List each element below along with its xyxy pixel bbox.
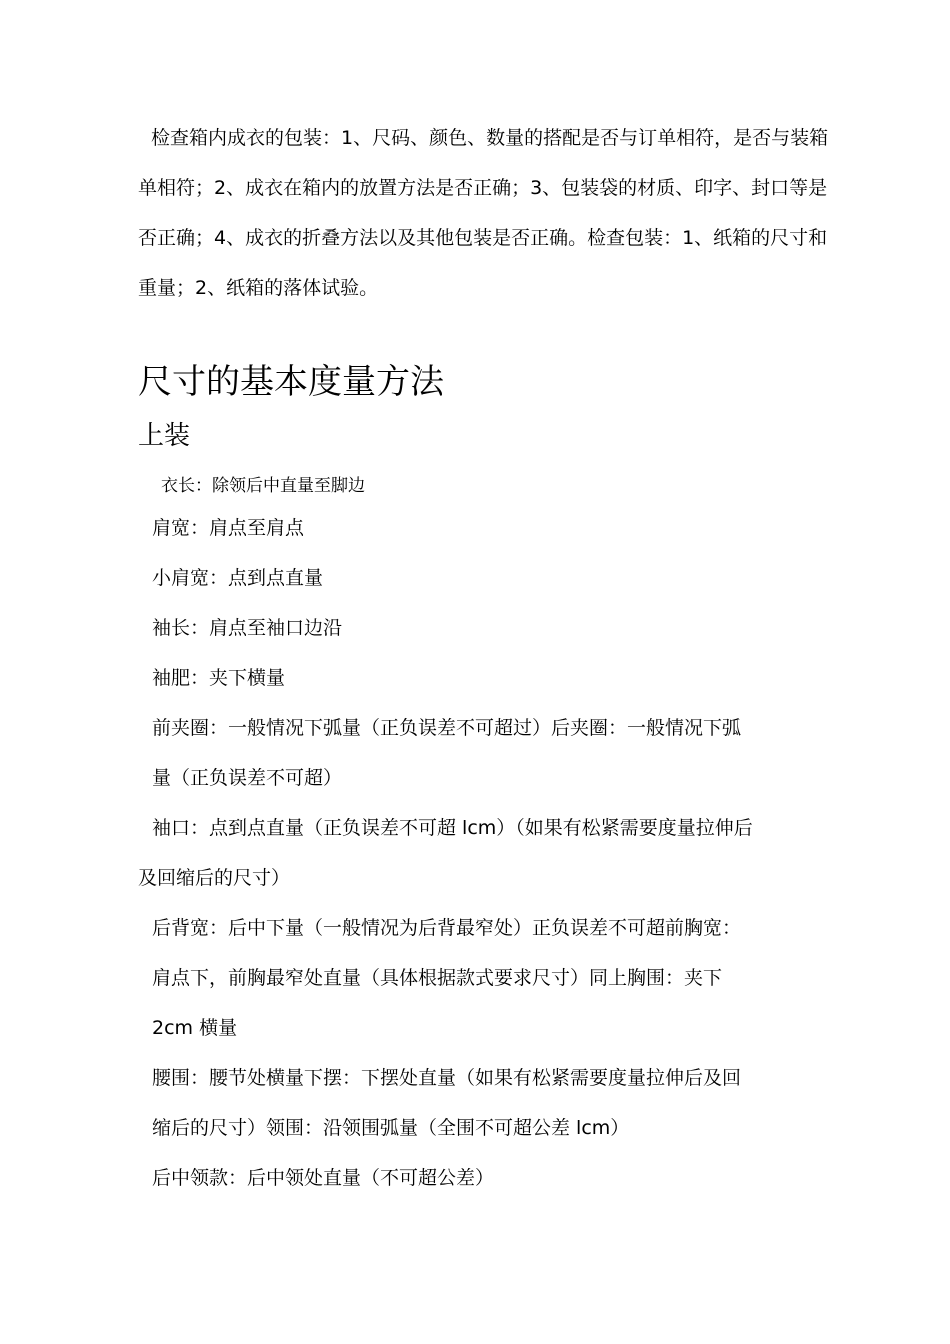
- measure-line-collar: 缩后的尺寸）领围：沿领围弧量（全围不可超公差 lcm）: [152, 1117, 630, 1139]
- section-heading: 尺寸的基本度量方法: [138, 362, 444, 402]
- measure-line-chest-cont: 2cm 横量: [152, 1017, 238, 1039]
- measure-line-waist: 腰围：腰节处横量下摆：下摆处直量（如果有松紧需要度量拉伸后及回: [152, 1067, 742, 1089]
- measure-line-sleeve-width: 袖肥：夹下横量: [152, 667, 286, 689]
- measure-line-chest: 肩点下，前胸最窄处直量（具体根据款式要求尺寸）同上胸围：夹下: [152, 967, 723, 989]
- measure-line-cuff-cont: 及回缩后的尺寸）: [138, 867, 291, 889]
- measure-line-back-neck: 后中领款：后中领处直量（不可超公差）: [152, 1167, 495, 1189]
- measure-line-back-width: 后背宽：后中下量（一般情况为后背最窄处）正负误差不可超前胸宽：: [152, 917, 742, 939]
- measure-line-shoulder: 肩宽：肩点至肩点: [152, 517, 305, 539]
- measure-line-cuff: 袖口：点到点直量（正负误差不可超 lcm）（如果有松紧需要度量拉伸后: [152, 817, 753, 839]
- measure-line-length: 衣长：除领后中直量至脚边: [161, 476, 365, 496]
- measure-line-sleeve-length: 袖长：肩点至袖口边沿: [152, 617, 343, 639]
- measure-line-armhole: 前夹圈：一般情况下弧量（正负误差不可超过）后夹圈：一般情况下弧: [152, 717, 742, 739]
- measure-line-small-shoulder: 小肩宽：点到点直量: [152, 567, 324, 589]
- subsection-heading: 上装: [138, 421, 191, 451]
- intro-paragraph: 检查箱内成衣的包装：1、尺码、颜色、数量的搭配是否与订单相符，是否与装箱单相符；2、成衣在箱内的放置方法是否正确；3、包装袋的材质、印字、封口等是否正确；4、成衣的折叠方法以及其他包装是否正确。检查包装：1、纸箱的尺寸和重量；2、纸箱的落体试验。: [138, 127, 829, 299]
- measure-line-armhole-cont: 量（正负误差不可超）: [152, 767, 343, 789]
